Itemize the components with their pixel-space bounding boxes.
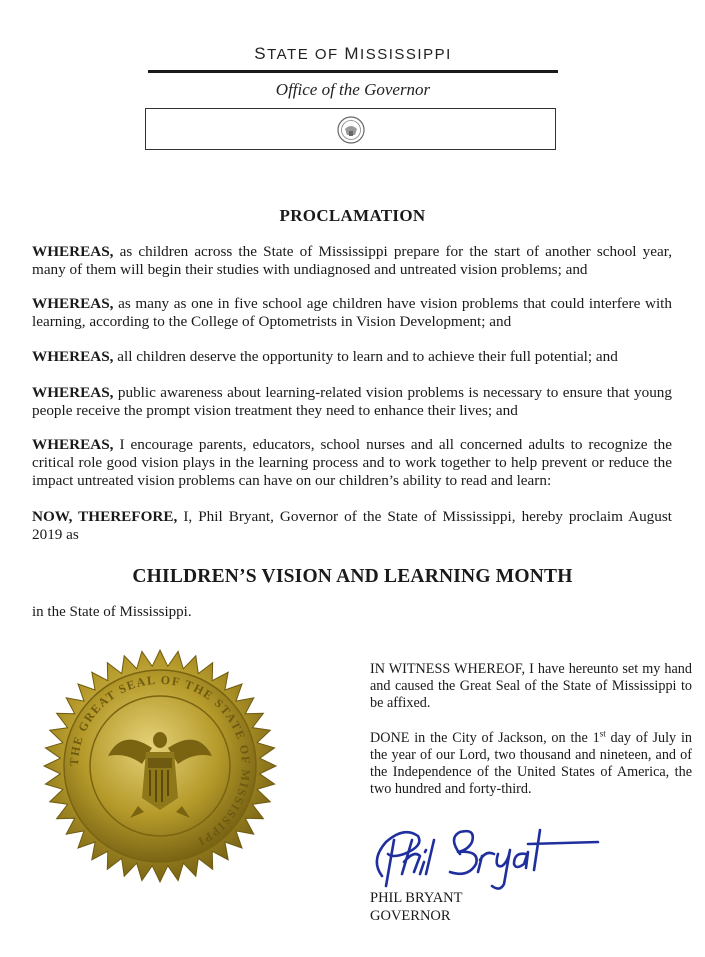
paragraph-lead: WHEREAS, [32,384,114,401]
state-name-rest: ISSISSIPPI [360,46,452,63]
in-state-line: in the State of Mississippi. [32,604,192,620]
paragraph-text: public awareness about learning-related vision problems is necessary to ensure that young people receive the prompt vision treatment they need to enhance their lives; and [32,384,672,419]
governor-signature [364,820,604,892]
office-title: Office of the Governor [275,80,431,99]
proclamation-title: PROCLAMATION [279,206,426,225]
paragraph-lead: NOW, THEREFORE, [32,508,178,525]
whereas-paragraph [32,243,672,279]
signer-name: PHIL BRYANT [370,890,463,906]
state-prefix-initial: S [254,44,268,63]
now-therefore-paragraph [32,508,672,544]
proclaimed-month-title: CHILDREN’S VISION AND LEARNING MONTH [132,566,573,587]
signer-title: GOVERNOR [370,908,451,924]
gold-seal-icon [42,648,278,884]
done-statement [370,730,692,798]
done-text-start: DONE in the City of Jackson, on the 1 [370,730,600,746]
paragraph-lead: WHEREAS, [32,295,114,312]
whereas-paragraph [32,436,672,490]
paragraph-lead: WHEREAS, [32,243,114,260]
witness-statement: IN WITNESS WHEREOF, I have hereunto set my hand and caused the Great Seal of the State of Mississippi to be affixed. [370,661,692,711]
header-rule [148,70,558,73]
whereas-paragraph [32,295,672,331]
paragraph-text: I encourage parents, educators, school nurses and all concerned adults to recognize the critical role good vision plays in the learning process and to work together to help prevent or reduce the impact untreated vision problems can have on our children’s ability to read and learn: [32,436,672,489]
paragraph-text: I, Phil Bryant, Governor of the State of Mississippi, hereby proclaim August 2019 as [32,508,672,543]
whereas-paragraph [32,384,672,420]
state-header [148,44,558,64]
state-prefix-rest: TATE OF [267,46,345,63]
paragraph-text: as children across the State of Mississippi prepare for the start of another school year, many of them will begin their studies with undiagnosed and untreated vision problems; and [32,243,672,278]
small-seal-icon [336,115,366,145]
paragraph-text: all children deserve the opportunity to learn and to achieve their full potential; and [113,348,618,365]
paragraph-lead: WHEREAS, [32,436,114,453]
paragraph-lead: WHEREAS, [32,348,114,365]
done-text-end: day of July in the year of our Lord, two thousand and nineteen, and of the Independence of the United States of America, the two hundred and forty-third. [370,730,692,797]
seal-ring-text: THE GREAT SEAL OF THE STATE OF MISSISSIPPI [66,672,254,850]
paragraph-text: as many as one in five school age children have vision problems that could interfere with learning, according to the College of Optometrists in Vision Development; and [32,295,672,330]
whereas-paragraph [32,348,672,366]
state-name-initial: M [344,44,361,63]
done-ordinal: st [599,728,606,739]
